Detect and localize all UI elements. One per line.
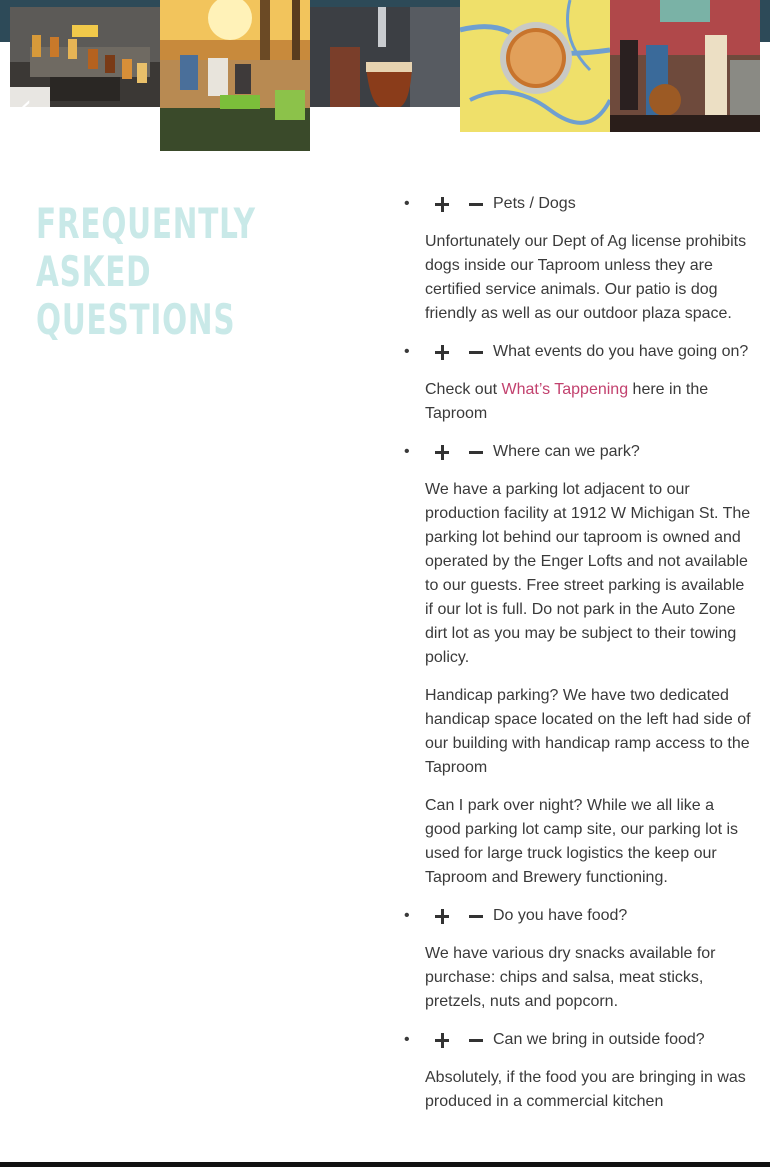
bullet: • bbox=[404, 1031, 410, 1048]
beer-on-map-photo[interactable] bbox=[460, 0, 610, 132]
patio-crowd-photo[interactable] bbox=[160, 0, 310, 151]
whats-tappening-link[interactable]: What’s Tappening bbox=[501, 381, 629, 398]
tap-pour-photo[interactable] bbox=[310, 7, 460, 107]
question-text[interactable]: Where can we park? bbox=[493, 443, 640, 460]
faq-question[interactable] bbox=[404, 904, 754, 928]
answer-text: Handicap parking? We have two dedicated handicap space located on the left had side of our building with handicap ramp access to the Taproom bbox=[425, 687, 751, 776]
minus-icon[interactable] bbox=[459, 192, 493, 216]
bullet: • bbox=[404, 343, 410, 360]
faq-title-line2: ASKED bbox=[36, 247, 152, 296]
gallery-prev-arrow[interactable]: ‹ bbox=[20, 89, 32, 124]
question-text[interactable]: Do you have food? bbox=[493, 907, 628, 924]
question-text[interactable]: What events do you have going on? bbox=[493, 343, 749, 360]
bullet: • bbox=[404, 907, 410, 924]
photo-gallery bbox=[0, 0, 770, 160]
plus-icon[interactable] bbox=[425, 1028, 459, 1052]
faq-answer bbox=[404, 1066, 754, 1114]
answer-text: We have various dry snacks available for purchase: chips and salsa, meat sticks, pretzels, nuts and popcorn. bbox=[425, 945, 716, 1010]
faq-question[interactable] bbox=[404, 340, 754, 364]
faq-answer bbox=[404, 378, 754, 426]
answer-text bbox=[425, 378, 754, 426]
faq-item-outside-food bbox=[404, 1028, 754, 1114]
bullet: • bbox=[404, 195, 410, 212]
faq-item-parking bbox=[404, 440, 754, 890]
answer-suffix: here in the Taproom bbox=[425, 381, 709, 422]
answer-text: Unfortunately our Dept of Ag license prohibits dogs inside our Taproom unless they are certified service animals. Our patio is dog friendly as well as our outdoor plaza space. bbox=[425, 233, 747, 322]
answer-text: We have a parking lot adjacent to our production facility at 1912 W Michigan St. The parking lot behind our taproom is owned and operated by the Enger Lofts and not available to our guests. Free street parking is available if our lot is full. Do not park in the Auto Zone dirt lot as you may be subject to their towing policy. bbox=[425, 481, 751, 666]
faq-title bbox=[36, 199, 256, 344]
plus-icon[interactable] bbox=[425, 904, 459, 928]
faq-item-events bbox=[404, 340, 754, 426]
faq-title-line3: QUESTIONS bbox=[36, 295, 236, 344]
faq-item-pets bbox=[404, 192, 754, 326]
minus-icon[interactable] bbox=[459, 440, 493, 464]
faq-answer bbox=[404, 478, 754, 890]
faq-question[interactable] bbox=[404, 1028, 754, 1052]
answer-text: Can I park over night? While we all like a good parking lot camp site, our parking lot is used for large truck logistics the keep our Taproom and Brewery functioning. bbox=[425, 797, 739, 886]
live-band-photo[interactable] bbox=[610, 0, 760, 132]
faq-list bbox=[404, 192, 754, 1128]
minus-icon[interactable] bbox=[459, 904, 493, 928]
plus-icon[interactable] bbox=[425, 192, 459, 216]
faq-answer bbox=[404, 942, 754, 1014]
faq-answer bbox=[404, 230, 754, 326]
faq-question[interactable] bbox=[404, 440, 754, 464]
plus-icon[interactable] bbox=[425, 440, 459, 464]
faq-question[interactable] bbox=[404, 192, 754, 216]
bottom-bar bbox=[0, 1162, 770, 1167]
question-text[interactable]: Pets / Dogs bbox=[493, 195, 576, 212]
plus-icon[interactable] bbox=[425, 340, 459, 364]
answer-prefix: Check out bbox=[425, 381, 502, 398]
answer-text: Absolutely, if the food you are bringing in was produced in a commercial kitchen bbox=[425, 1069, 746, 1110]
minus-icon[interactable] bbox=[459, 1028, 493, 1052]
faq-title-line1: FREQUENTLY bbox=[36, 199, 256, 248]
faq-item-food bbox=[404, 904, 754, 1014]
question-text[interactable]: Can we bring in outside food? bbox=[493, 1031, 705, 1048]
bullet: • bbox=[404, 443, 410, 460]
minus-icon[interactable] bbox=[459, 340, 493, 364]
